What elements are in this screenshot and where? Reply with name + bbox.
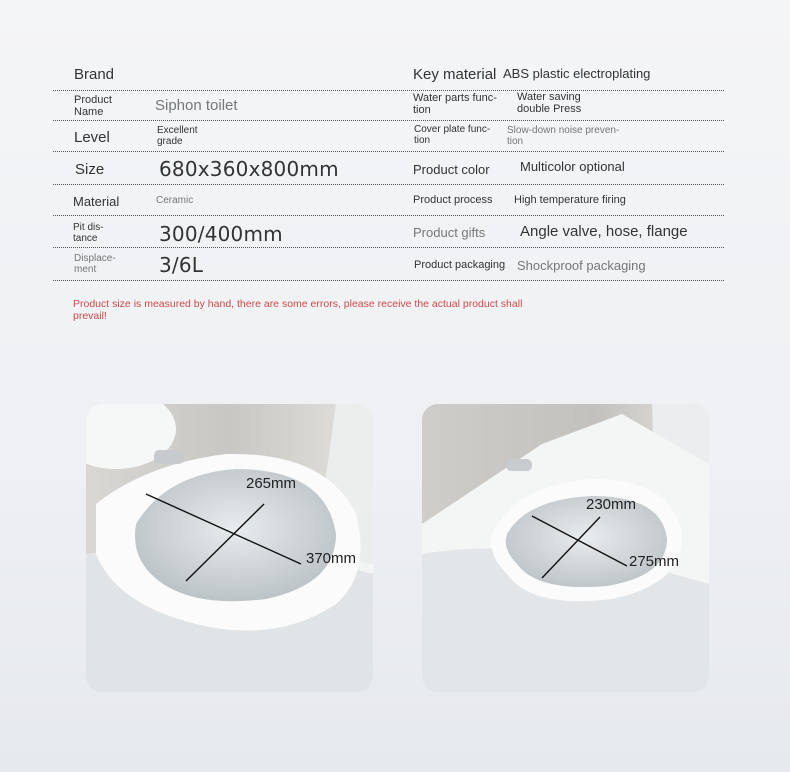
value-displacement: 3/6L <box>159 253 204 277</box>
label-product-packaging: Product packaging <box>414 259 506 271</box>
toilet-photo-left <box>86 404 373 692</box>
label-pit-distance: Pit dis- tance <box>73 222 104 244</box>
dim-width-left: 265mm <box>246 475 297 492</box>
spec-row-size <box>53 152 724 185</box>
value-level: Excellent grade <box>157 125 198 147</box>
dim-width-right: 230mm <box>586 496 637 513</box>
value-product-gifts: Angle valve, hose, flange <box>520 223 688 240</box>
value-product-process: High temperature firing <box>514 194 626 206</box>
label-level: Level <box>74 129 110 146</box>
label-key-material: Key material <box>413 66 497 83</box>
label-cover-plate-function: Cover plate func- tion <box>414 124 491 146</box>
label-product-process: Product process <box>413 194 493 206</box>
label-displacement: Displace- ment <box>74 253 116 275</box>
spec-row-brand <box>53 56 724 91</box>
measurement-note: Product size is measured by hand, there are some errors, please receive the actual product shall prevail! <box>73 298 523 323</box>
dim-length-left: 370mm <box>306 550 357 567</box>
dim-length-right: 275mm <box>629 553 680 570</box>
value-product-name: Siphon toilet <box>155 97 238 114</box>
label-brand: Brand <box>74 66 115 83</box>
value-cover-plate-function: Slow-down noise preven- tion <box>507 125 620 147</box>
label-material: Material <box>73 194 120 209</box>
value-product-packaging: Shockproof packaging <box>517 258 646 273</box>
spec-row-product-name <box>53 91 724 121</box>
spec-row-displacement <box>53 248 724 281</box>
label-product-name: Product Name <box>74 94 112 118</box>
value-pit-distance: 300/400mm <box>159 222 283 246</box>
value-product-color: Multicolor optional <box>520 159 625 174</box>
spec-row-material <box>53 185 724 216</box>
label-size: Size <box>75 161 105 178</box>
spec-row-pit-distance <box>53 216 724 248</box>
value-water-parts-function: Water saving double Press <box>517 91 582 115</box>
value-material: Ceramic <box>156 195 194 206</box>
label-product-color: Product color <box>413 162 490 177</box>
value-key-material: ABS plastic electroplating <box>497 67 650 81</box>
value-size: 680x360x800mm <box>159 157 339 181</box>
label-product-gifts: Product gifts <box>413 225 486 240</box>
toilet-photo-right <box>422 404 709 692</box>
spec-table <box>53 56 724 281</box>
label-water-parts-function: Water parts func- tion <box>413 92 497 116</box>
spec-row-level <box>53 121 724 152</box>
